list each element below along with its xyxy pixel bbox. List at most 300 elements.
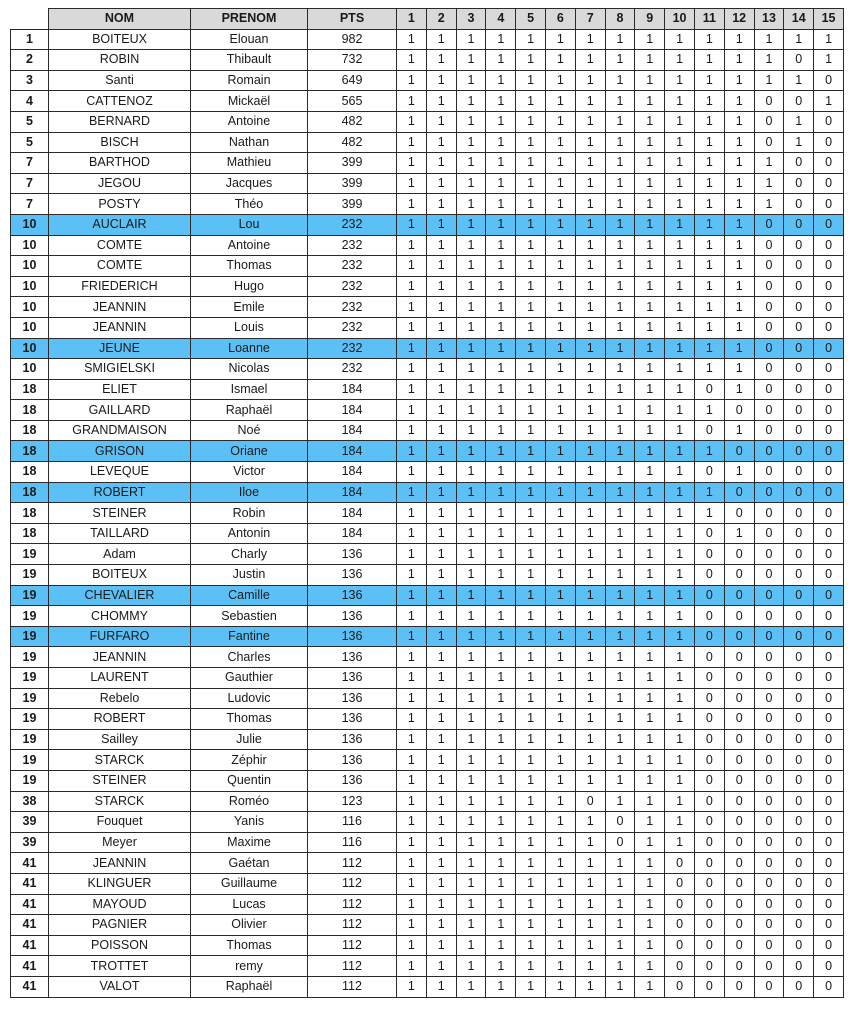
round-6-cell: 1 [545,420,575,441]
round-11-cell: 1 [694,338,724,359]
pts-cell: 232 [308,359,397,380]
rank-cell: 5 [11,111,49,132]
table-row [11,132,844,153]
nom-cell: Santi [49,70,191,91]
round-7-cell: 1 [575,235,605,256]
round-13-cell: 0 [754,873,784,894]
round-6-cell: 1 [545,132,575,153]
round-11-cell: 1 [694,297,724,318]
round-11-cell: 0 [694,935,724,956]
round-10-cell: 1 [665,153,695,174]
round-10-cell: 0 [665,873,695,894]
round-2-cell: 1 [426,503,456,524]
round-13-cell: 0 [754,111,784,132]
round-9-cell: 1 [635,709,665,730]
round-14-cell: 0 [784,482,814,503]
round-8-cell: 1 [605,894,635,915]
nom-cell: JEGOU [49,173,191,194]
round-1-cell: 1 [397,668,427,689]
round-5-cell: 1 [516,462,546,483]
round-15-cell: 0 [814,153,844,174]
round-10-cell: 1 [665,214,695,235]
table-row [11,91,844,112]
round-4-cell: 1 [486,770,516,791]
round-3-cell: 1 [456,585,486,606]
pts-cell: 184 [308,379,397,400]
pts-cell: 136 [308,626,397,647]
round-12-cell: 0 [724,873,754,894]
prenom-cell: Mickaël [191,91,308,112]
round-9-cell: 1 [635,441,665,462]
round-9-cell: 1 [635,750,665,771]
round-14-cell: 0 [784,668,814,689]
rank-cell: 19 [11,626,49,647]
round-14-cell: 1 [784,132,814,153]
round-13-cell: 0 [754,359,784,380]
round-8-cell: 1 [605,709,635,730]
round-4-cell: 1 [486,750,516,771]
round-5-cell: 1 [516,153,546,174]
round-7-cell: 1 [575,544,605,565]
rank-cell: 7 [11,153,49,174]
nom-cell: KLINGUER [49,873,191,894]
round-6-cell: 1 [545,544,575,565]
round-9-cell: 1 [635,585,665,606]
pts-cell: 112 [308,915,397,936]
column-header-13: 13 [754,9,784,30]
round-7-cell: 1 [575,256,605,277]
table-row [11,29,844,50]
round-12-cell: 1 [724,173,754,194]
round-12-cell: 0 [724,606,754,627]
round-12-cell: 0 [724,482,754,503]
nom-cell: VALOT [49,976,191,997]
round-12-cell: 0 [724,812,754,833]
round-2-cell: 1 [426,235,456,256]
round-2-cell: 1 [426,29,456,50]
round-2-cell: 1 [426,853,456,874]
round-1-cell: 1 [397,565,427,586]
round-1-cell: 1 [397,791,427,812]
round-2-cell: 1 [426,462,456,483]
round-1-cell: 1 [397,709,427,730]
round-11-cell: 1 [694,482,724,503]
round-9-cell: 1 [635,976,665,997]
round-5-cell: 1 [516,688,546,709]
round-13-cell: 0 [754,585,784,606]
round-10-cell: 1 [665,359,695,380]
table-row [11,688,844,709]
round-12-cell: 1 [724,235,754,256]
round-12-cell: 1 [724,256,754,277]
round-6-cell: 1 [545,50,575,71]
round-15-cell: 0 [814,832,844,853]
round-12-cell: 1 [724,132,754,153]
round-11-cell: 0 [694,626,724,647]
nom-cell: Rebelo [49,688,191,709]
round-1-cell: 1 [397,894,427,915]
round-11-cell: 1 [694,153,724,174]
round-11-cell: 0 [694,976,724,997]
column-header-12: 12 [724,9,754,30]
prenom-cell: Mathieu [191,153,308,174]
table-row [11,462,844,483]
round-9-cell: 1 [635,668,665,689]
rank-cell: 10 [11,235,49,256]
round-11-cell: 0 [694,956,724,977]
header-row [11,9,844,30]
round-12-cell: 1 [724,276,754,297]
round-13-cell: 0 [754,915,784,936]
round-2-cell: 1 [426,91,456,112]
pts-cell: 482 [308,111,397,132]
round-12-cell: 1 [724,523,754,544]
prenom-cell: Antoine [191,111,308,132]
round-1-cell: 1 [397,647,427,668]
round-15-cell: 0 [814,894,844,915]
nom-cell: Meyer [49,832,191,853]
round-10-cell: 1 [665,194,695,215]
round-4-cell: 1 [486,194,516,215]
round-2-cell: 1 [426,70,456,91]
round-4-cell: 1 [486,853,516,874]
round-15-cell: 0 [814,812,844,833]
round-4-cell: 1 [486,400,516,421]
round-6-cell: 1 [545,173,575,194]
nom-cell: JEANNIN [49,317,191,338]
round-2-cell: 1 [426,915,456,936]
round-9-cell: 1 [635,894,665,915]
round-13-cell: 0 [754,791,784,812]
round-9-cell: 1 [635,503,665,524]
nom-cell: COMTE [49,235,191,256]
round-4-cell: 1 [486,894,516,915]
round-6-cell: 1 [545,647,575,668]
nom-cell: TAILLARD [49,523,191,544]
pts-cell: 184 [308,441,397,462]
round-14-cell: 0 [784,770,814,791]
round-8-cell: 1 [605,688,635,709]
nom-cell: BARTHOD [49,153,191,174]
round-1-cell: 1 [397,29,427,50]
round-7-cell: 1 [575,420,605,441]
round-10-cell: 1 [665,482,695,503]
round-5-cell: 1 [516,976,546,997]
round-4-cell: 1 [486,276,516,297]
round-12-cell: 0 [724,853,754,874]
nom-cell: BOITEUX [49,29,191,50]
round-13-cell: 0 [754,750,784,771]
prenom-cell: Sebastien [191,606,308,627]
prenom-cell: Gauthier [191,668,308,689]
nom-cell: ROBERT [49,482,191,503]
round-4-cell: 1 [486,441,516,462]
nom-cell: GAILLARD [49,400,191,421]
round-15-cell: 0 [814,400,844,421]
round-11-cell: 1 [694,194,724,215]
table-row [11,111,844,132]
round-6-cell: 1 [545,194,575,215]
pts-cell: 232 [308,214,397,235]
round-11-cell: 1 [694,441,724,462]
round-13-cell: 0 [754,606,784,627]
round-10-cell: 1 [665,400,695,421]
round-5-cell: 1 [516,894,546,915]
round-7-cell: 1 [575,812,605,833]
round-11-cell: 1 [694,29,724,50]
pts-cell: 565 [308,91,397,112]
pts-cell: 732 [308,50,397,71]
round-5-cell: 1 [516,565,546,586]
round-2-cell: 1 [426,132,456,153]
round-4-cell: 1 [486,297,516,318]
round-8-cell: 1 [605,50,635,71]
round-3-cell: 1 [456,359,486,380]
round-1-cell: 1 [397,153,427,174]
round-12-cell: 1 [724,359,754,380]
table-row [11,420,844,441]
round-9-cell: 1 [635,91,665,112]
pts-cell: 184 [308,400,397,421]
round-15-cell: 0 [814,668,844,689]
round-8-cell: 1 [605,153,635,174]
round-13-cell: 0 [754,523,784,544]
table-row [11,214,844,235]
nom-cell: LAURENT [49,668,191,689]
round-7-cell: 1 [575,379,605,400]
round-1-cell: 1 [397,400,427,421]
round-6-cell: 1 [545,770,575,791]
round-15-cell: 0 [814,359,844,380]
round-3-cell: 1 [456,194,486,215]
round-9-cell: 1 [635,565,665,586]
round-15-cell: 0 [814,194,844,215]
round-14-cell: 0 [784,956,814,977]
nom-cell: STARCK [49,791,191,812]
round-10-cell: 1 [665,585,695,606]
round-4-cell: 1 [486,153,516,174]
round-14-cell: 1 [784,111,814,132]
round-15-cell: 0 [814,729,844,750]
round-6-cell: 1 [545,791,575,812]
round-2-cell: 1 [426,688,456,709]
round-7-cell: 1 [575,688,605,709]
round-5-cell: 1 [516,359,546,380]
rank-cell: 10 [11,276,49,297]
round-4-cell: 1 [486,256,516,277]
column-header-3: 3 [456,9,486,30]
round-6-cell: 1 [545,317,575,338]
table-row [11,256,844,277]
round-6-cell: 1 [545,976,575,997]
round-11-cell: 1 [694,256,724,277]
round-15-cell: 0 [814,956,844,977]
rank-cell: 7 [11,173,49,194]
round-9-cell: 1 [635,729,665,750]
round-14-cell: 0 [784,420,814,441]
round-15-cell: 0 [814,626,844,647]
round-8-cell: 1 [605,359,635,380]
round-13-cell: 0 [754,462,784,483]
round-1-cell: 1 [397,812,427,833]
round-10-cell: 1 [665,441,695,462]
round-2-cell: 1 [426,668,456,689]
rank-cell: 10 [11,359,49,380]
round-14-cell: 0 [784,462,814,483]
round-12-cell: 1 [724,338,754,359]
round-14-cell: 0 [784,729,814,750]
nom-cell: COMTE [49,256,191,277]
round-11-cell: 0 [694,668,724,689]
round-13-cell: 0 [754,565,784,586]
rank-cell: 1 [11,29,49,50]
prenom-cell: Romain [191,70,308,91]
round-10-cell: 1 [665,297,695,318]
round-3-cell: 1 [456,523,486,544]
round-6-cell: 1 [545,606,575,627]
table-row [11,400,844,421]
round-10-cell: 1 [665,173,695,194]
round-5-cell: 1 [516,317,546,338]
round-8-cell: 1 [605,915,635,936]
rank-cell: 10 [11,338,49,359]
round-11-cell: 1 [694,173,724,194]
round-4-cell: 1 [486,503,516,524]
prenom-cell: Thomas [191,935,308,956]
prenom-cell: Emile [191,297,308,318]
nom-cell: BOITEUX [49,565,191,586]
round-3-cell: 1 [456,503,486,524]
pts-cell: 982 [308,29,397,50]
round-14-cell: 0 [784,50,814,71]
round-1-cell: 1 [397,626,427,647]
round-4-cell: 1 [486,832,516,853]
column-header-prenom: PRENOM [191,9,308,30]
prenom-cell: Louis [191,317,308,338]
round-1-cell: 1 [397,359,427,380]
round-1-cell: 1 [397,297,427,318]
nom-cell: SMIGIELSKI [49,359,191,380]
prenom-cell: Robin [191,503,308,524]
round-11-cell: 1 [694,111,724,132]
round-3-cell: 1 [456,647,486,668]
prenom-cell: Thomas [191,256,308,277]
round-10-cell: 0 [665,894,695,915]
prenom-cell: Antonin [191,523,308,544]
nom-cell: CHOMMY [49,606,191,627]
round-4-cell: 1 [486,544,516,565]
round-4-cell: 1 [486,359,516,380]
round-2-cell: 1 [426,297,456,318]
round-7-cell: 1 [575,853,605,874]
round-5-cell: 1 [516,70,546,91]
round-15-cell: 0 [814,565,844,586]
round-2-cell: 1 [426,379,456,400]
pts-cell: 136 [308,606,397,627]
round-14-cell: 0 [784,791,814,812]
column-header-9: 9 [635,9,665,30]
round-6-cell: 1 [545,256,575,277]
round-14-cell: 0 [784,173,814,194]
round-15-cell: 0 [814,585,844,606]
nom-cell: Fouquet [49,812,191,833]
round-9-cell: 1 [635,626,665,647]
round-15-cell: 0 [814,606,844,627]
round-8-cell: 1 [605,338,635,359]
prenom-cell: Raphaël [191,400,308,421]
round-6-cell: 1 [545,111,575,132]
round-15-cell: 0 [814,873,844,894]
round-14-cell: 0 [784,441,814,462]
nom-cell: FURFARO [49,626,191,647]
round-14-cell: 0 [784,194,814,215]
prenom-cell: Elouan [191,29,308,50]
round-7-cell: 1 [575,70,605,91]
column-header-14: 14 [784,9,814,30]
round-1-cell: 1 [397,276,427,297]
round-13-cell: 0 [754,317,784,338]
round-8-cell: 0 [605,832,635,853]
round-15-cell: 0 [814,132,844,153]
prenom-cell: Théo [191,194,308,215]
round-6-cell: 1 [545,29,575,50]
round-9-cell: 1 [635,647,665,668]
round-8-cell: 1 [605,297,635,318]
round-14-cell: 0 [784,812,814,833]
round-7-cell: 1 [575,750,605,771]
round-12-cell: 0 [724,441,754,462]
round-9-cell: 1 [635,688,665,709]
round-3-cell: 1 [456,132,486,153]
round-14-cell: 0 [784,379,814,400]
round-11-cell: 0 [694,770,724,791]
round-9-cell: 1 [635,873,665,894]
round-6-cell: 1 [545,379,575,400]
round-7-cell: 1 [575,29,605,50]
round-1-cell: 1 [397,729,427,750]
round-13-cell: 0 [754,482,784,503]
round-9-cell: 1 [635,812,665,833]
round-9-cell: 1 [635,276,665,297]
round-1-cell: 1 [397,462,427,483]
round-10-cell: 1 [665,29,695,50]
round-3-cell: 1 [456,606,486,627]
round-5-cell: 1 [516,956,546,977]
round-12-cell: 0 [724,791,754,812]
round-14-cell: 0 [784,544,814,565]
round-13-cell: 0 [754,626,784,647]
table-row [11,482,844,503]
round-12-cell: 0 [724,729,754,750]
round-10-cell: 0 [665,976,695,997]
prenom-cell: Charly [191,544,308,565]
rank-cell: 18 [11,400,49,421]
round-9-cell: 1 [635,606,665,627]
round-9-cell: 1 [635,297,665,318]
round-1-cell: 1 [397,688,427,709]
round-3-cell: 1 [456,420,486,441]
round-14-cell: 0 [784,256,814,277]
round-5-cell: 1 [516,873,546,894]
round-9-cell: 1 [635,194,665,215]
round-3-cell: 1 [456,565,486,586]
round-9-cell: 1 [635,915,665,936]
prenom-cell: Jacques [191,173,308,194]
round-7-cell: 1 [575,935,605,956]
rank-cell: 41 [11,935,49,956]
round-10-cell: 0 [665,935,695,956]
round-2-cell: 1 [426,441,456,462]
